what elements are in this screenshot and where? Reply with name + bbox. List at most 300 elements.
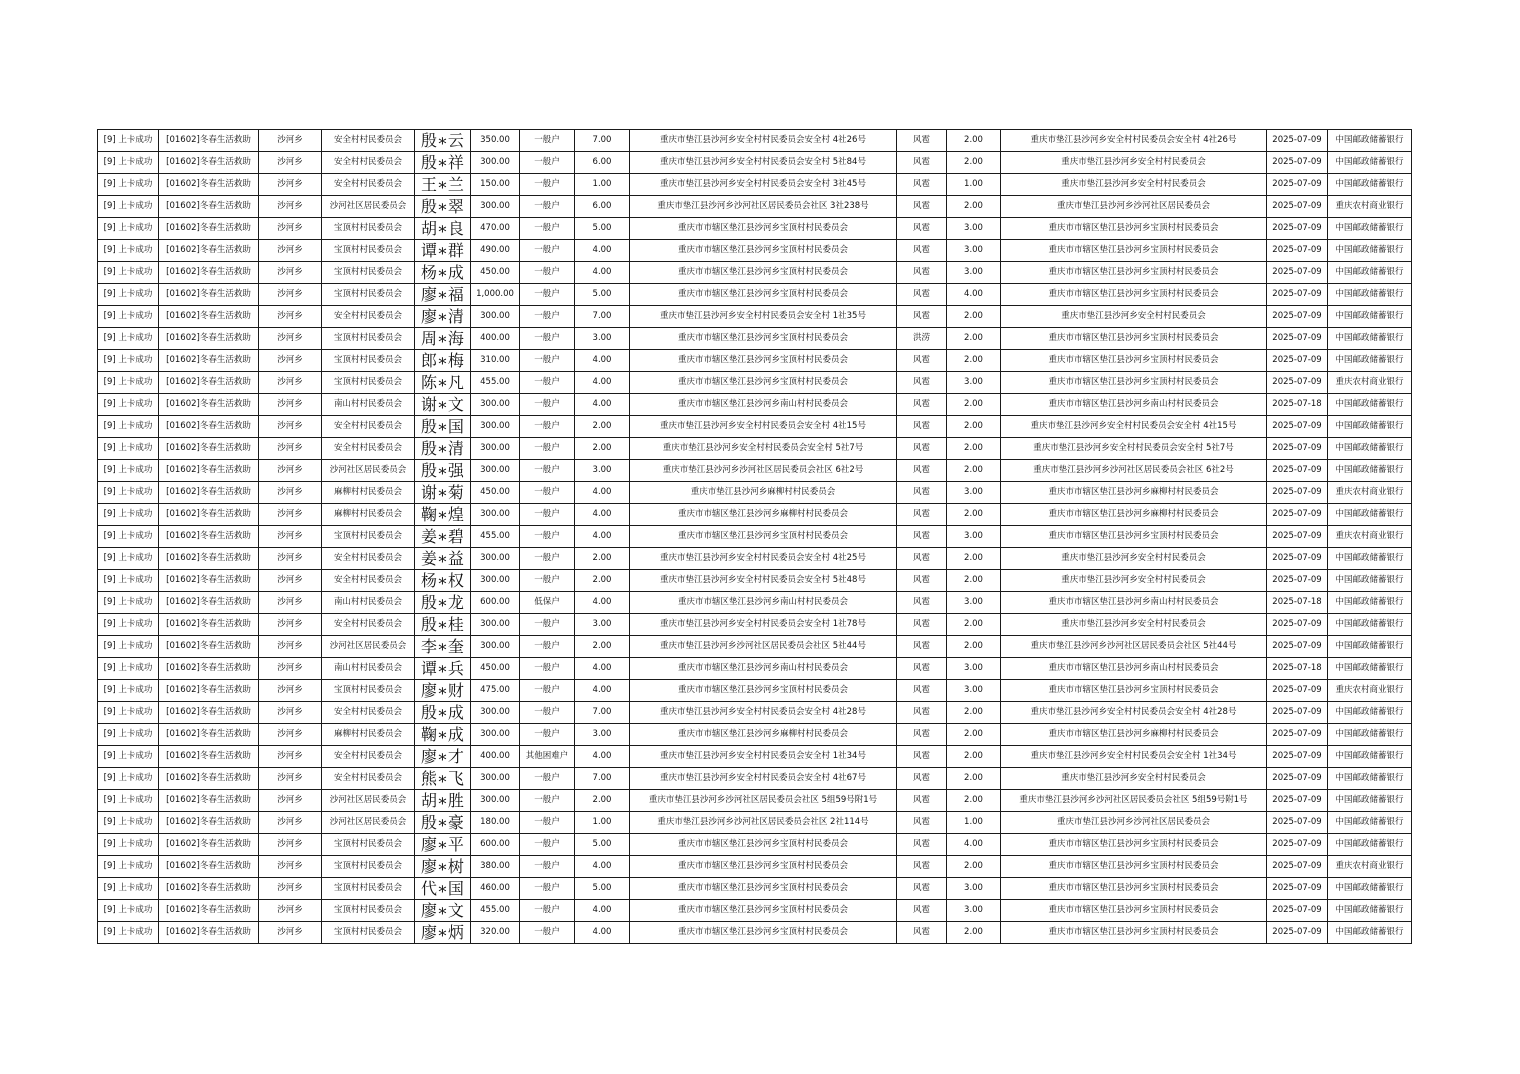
- relief-type-cell: [01602]冬春生活救助: [159, 636, 259, 658]
- bank-cell: 重庆农村商业银行: [1328, 196, 1412, 218]
- affected-count-cell: 2.00: [947, 614, 1001, 636]
- household-size-cell: 4.00: [575, 482, 630, 504]
- household-size-cell: 5.00: [575, 878, 630, 900]
- household-type-cell: 一般户: [520, 790, 575, 812]
- table-row: [98, 284, 1412, 306]
- date-cell: 2025-07-09: [1267, 372, 1328, 394]
- relief-type-cell: [01602]冬春生活救助: [159, 878, 259, 900]
- recipient-name-cell: 代∗国: [415, 878, 471, 900]
- household-size-cell: 7.00: [575, 130, 630, 152]
- village-committee-cell: 南山村村民委员会: [322, 592, 415, 614]
- household-size-cell: 2.00: [575, 438, 630, 460]
- amount-cell: 380.00: [471, 856, 520, 878]
- amount-cell: 400.00: [471, 746, 520, 768]
- date-cell: 2025-07-09: [1267, 724, 1328, 746]
- household-type-cell: 一般户: [520, 306, 575, 328]
- recipient-name-cell: 胡∗胜: [415, 790, 471, 812]
- relief-type-cell: [01602]冬春生活救助: [159, 614, 259, 636]
- household-size-cell: 4.00: [575, 240, 630, 262]
- date-cell: 2025-07-09: [1267, 482, 1328, 504]
- household-type-cell: 一般户: [520, 438, 575, 460]
- registered-address-cell: 重庆市市辖区垫江县沙河乡宝顶村村民委员会: [1001, 526, 1267, 548]
- recipient-name-cell: 胡∗良: [415, 218, 471, 240]
- disaster-type-cell: 风雹: [897, 900, 947, 922]
- household-size-cell: 4.00: [575, 922, 630, 944]
- registered-address-cell: 重庆市市辖区垫江县沙河乡麻柳村村民委员会: [1001, 482, 1267, 504]
- table-row: [98, 372, 1412, 394]
- bank-cell: 中国邮政储蓄银行: [1328, 350, 1412, 372]
- recipient-name-cell: 姜∗益: [415, 548, 471, 570]
- relief-type-cell: [01602]冬春生活救助: [159, 284, 259, 306]
- registered-address-cell: 重庆市市辖区垫江县沙河乡宝顶村村民委员会: [1001, 262, 1267, 284]
- affected-count-cell: 2.00: [947, 724, 1001, 746]
- township-cell: 沙河乡: [259, 350, 322, 372]
- household-size-cell: 2.00: [575, 416, 630, 438]
- status-cell: [9] 上卡成功: [98, 548, 159, 570]
- household-type-cell: 一般户: [520, 350, 575, 372]
- table-row: [98, 900, 1412, 922]
- household-size-cell: 4.00: [575, 394, 630, 416]
- table-row: [98, 680, 1412, 702]
- registered-address-cell: 重庆市垫江县沙河乡安全村村民委员会: [1001, 548, 1267, 570]
- table-row: [98, 130, 1412, 152]
- household-size-cell: 4.00: [575, 746, 630, 768]
- date-cell: 2025-07-09: [1267, 240, 1328, 262]
- address-cell: 重庆市垫江县沙河乡安全村村民委员会安全村 1社35号: [630, 306, 897, 328]
- disaster-type-cell: 风雹: [897, 724, 947, 746]
- status-cell: [9] 上卡成功: [98, 768, 159, 790]
- amount-cell: 1,000.00: [471, 284, 520, 306]
- date-cell: 2025-07-09: [1267, 702, 1328, 724]
- village-committee-cell: 安全村村民委员会: [322, 438, 415, 460]
- disaster-type-cell: 风雹: [897, 262, 947, 284]
- disaster-type-cell: 风雹: [897, 768, 947, 790]
- village-committee-cell: 安全村村民委员会: [322, 152, 415, 174]
- table-row: [98, 592, 1412, 614]
- recipient-name-cell: 廖∗清: [415, 306, 471, 328]
- household-type-cell: 一般户: [520, 152, 575, 174]
- village-committee-cell: 安全村村民委员会: [322, 306, 415, 328]
- village-committee-cell: 麻柳村村民委员会: [322, 504, 415, 526]
- household-size-cell: 4.00: [575, 262, 630, 284]
- household-size-cell: 1.00: [575, 174, 630, 196]
- village-committee-cell: 宝顶村村民委员会: [322, 834, 415, 856]
- disaster-type-cell: 风雹: [897, 878, 947, 900]
- affected-count-cell: 2.00: [947, 790, 1001, 812]
- village-committee-cell: 沙河社区居民委员会: [322, 196, 415, 218]
- household-size-cell: 4.00: [575, 592, 630, 614]
- address-cell: 重庆市垫江县沙河乡安全村村民委员会安全村 1社78号: [630, 614, 897, 636]
- household-type-cell: 一般户: [520, 680, 575, 702]
- table-row: [98, 614, 1412, 636]
- table-row: [98, 768, 1412, 790]
- disaster-type-cell: 风雹: [897, 680, 947, 702]
- status-cell: [9] 上卡成功: [98, 526, 159, 548]
- relief-type-cell: [01602]冬春生活救助: [159, 306, 259, 328]
- registered-address-cell: 重庆市垫江县沙河乡安全村村民委员会安全村 4社28号: [1001, 702, 1267, 724]
- household-type-cell: 一般户: [520, 130, 575, 152]
- amount-cell: 460.00: [471, 878, 520, 900]
- bank-cell: 中国邮政储蓄银行: [1328, 504, 1412, 526]
- affected-count-cell: 3.00: [947, 592, 1001, 614]
- relief-type-cell: [01602]冬春生活救助: [159, 526, 259, 548]
- status-cell: [9] 上卡成功: [98, 900, 159, 922]
- date-cell: 2025-07-09: [1267, 790, 1328, 812]
- village-committee-cell: 麻柳村村民委员会: [322, 482, 415, 504]
- village-committee-cell: 宝顶村村民委员会: [322, 240, 415, 262]
- table-row: [98, 526, 1412, 548]
- household-type-cell: 一般户: [520, 702, 575, 724]
- amount-cell: 300.00: [471, 768, 520, 790]
- disaster-type-cell: 风雹: [897, 240, 947, 262]
- recipient-name-cell: 廖∗才: [415, 746, 471, 768]
- date-cell: 2025-07-09: [1267, 306, 1328, 328]
- recipient-name-cell: 廖∗树: [415, 856, 471, 878]
- township-cell: 沙河乡: [259, 328, 322, 350]
- date-cell: 2025-07-18: [1267, 658, 1328, 680]
- relief-type-cell: [01602]冬春生活救助: [159, 702, 259, 724]
- table-row: [98, 306, 1412, 328]
- affected-count-cell: 2.00: [947, 768, 1001, 790]
- relief-type-cell: [01602]冬春生活救助: [159, 922, 259, 944]
- village-committee-cell: 宝顶村村民委员会: [322, 218, 415, 240]
- registered-address-cell: 重庆市市辖区垫江县沙河乡麻柳村村民委员会: [1001, 504, 1267, 526]
- address-cell: 重庆市市辖区垫江县沙河乡南山村村民委员会: [630, 658, 897, 680]
- registered-address-cell: 重庆市市辖区垫江县沙河乡宝顶村村民委员会: [1001, 856, 1267, 878]
- status-cell: [9] 上卡成功: [98, 284, 159, 306]
- table-row: [98, 240, 1412, 262]
- township-cell: 沙河乡: [259, 636, 322, 658]
- bank-cell: 中国邮政储蓄银行: [1328, 702, 1412, 724]
- recipient-name-cell: 殷∗桂: [415, 614, 471, 636]
- table-row: [98, 922, 1412, 944]
- household-size-cell: 2.00: [575, 548, 630, 570]
- affected-count-cell: 3.00: [947, 372, 1001, 394]
- bank-cell: 中国邮政储蓄银行: [1328, 306, 1412, 328]
- relief-type-cell: [01602]冬春生活救助: [159, 856, 259, 878]
- status-cell: [9] 上卡成功: [98, 614, 159, 636]
- bank-cell: 中国邮政储蓄银行: [1328, 130, 1412, 152]
- address-cell: 重庆市市辖区垫江县沙河乡宝顶村村民委员会: [630, 240, 897, 262]
- table-row: [98, 878, 1412, 900]
- date-cell: 2025-07-09: [1267, 834, 1328, 856]
- affected-count-cell: 2.00: [947, 636, 1001, 658]
- recipient-name-cell: 殷∗强: [415, 460, 471, 482]
- bank-cell: 中国邮政储蓄银行: [1328, 724, 1412, 746]
- relief-type-cell: [01602]冬春生活救助: [159, 834, 259, 856]
- table-row: [98, 416, 1412, 438]
- registered-address-cell: 重庆市垫江县沙河乡沙河社区居民委员会社区 5社44号: [1001, 636, 1267, 658]
- household-size-cell: 2.00: [575, 570, 630, 592]
- relief-type-cell: [01602]冬春生活救助: [159, 504, 259, 526]
- status-cell: [9] 上卡成功: [98, 922, 159, 944]
- household-size-cell: 4.00: [575, 504, 630, 526]
- disaster-type-cell: 风雹: [897, 152, 947, 174]
- affected-count-cell: 2.00: [947, 856, 1001, 878]
- address-cell: 重庆市垫江县沙河乡安全村村民委员会安全村 4社67号: [630, 768, 897, 790]
- disaster-type-cell: 风雹: [897, 834, 947, 856]
- household-type-cell: 一般户: [520, 724, 575, 746]
- bank-cell: 中国邮政储蓄银行: [1328, 240, 1412, 262]
- bank-cell: 中国邮政储蓄银行: [1328, 878, 1412, 900]
- village-committee-cell: 安全村村民委员会: [322, 570, 415, 592]
- village-committee-cell: 安全村村民委员会: [322, 614, 415, 636]
- relief-type-cell: [01602]冬春生活救助: [159, 812, 259, 834]
- table-row: [98, 658, 1412, 680]
- recipient-name-cell: 鞠∗成: [415, 724, 471, 746]
- registered-address-cell: 重庆市市辖区垫江县沙河乡宝顶村村民委员会: [1001, 922, 1267, 944]
- relief-type-cell: [01602]冬春生活救助: [159, 680, 259, 702]
- address-cell: 重庆市垫江县沙河乡安全村村民委员会安全村 5社84号: [630, 152, 897, 174]
- amount-cell: 300.00: [471, 394, 520, 416]
- household-type-cell: 一般户: [520, 328, 575, 350]
- household-type-cell: 其他困难户: [520, 746, 575, 768]
- household-type-cell: 低保户: [520, 592, 575, 614]
- bank-cell: 中国邮政储蓄银行: [1328, 768, 1412, 790]
- household-type-cell: 一般户: [520, 900, 575, 922]
- status-cell: [9] 上卡成功: [98, 394, 159, 416]
- household-type-cell: 一般户: [520, 834, 575, 856]
- registered-address-cell: 重庆市市辖区垫江县沙河乡南山村村民委员会: [1001, 394, 1267, 416]
- bank-cell: 重庆农村商业银行: [1328, 482, 1412, 504]
- amount-cell: 300.00: [471, 460, 520, 482]
- address-cell: 重庆市市辖区垫江县沙河乡宝顶村村民委员会: [630, 372, 897, 394]
- address-cell: 重庆市垫江县沙河乡沙河社区居民委员会社区 5组59号附1号: [630, 790, 897, 812]
- recipient-name-cell: 陈∗凡: [415, 372, 471, 394]
- amount-cell: 150.00: [471, 174, 520, 196]
- recipient-name-cell: 殷∗龙: [415, 592, 471, 614]
- township-cell: 沙河乡: [259, 922, 322, 944]
- table-row: [98, 350, 1412, 372]
- bank-cell: 中国邮政储蓄银行: [1328, 394, 1412, 416]
- registered-address-cell: 重庆市垫江县沙河乡安全村村民委员会安全村 1社34号: [1001, 746, 1267, 768]
- disaster-type-cell: 风雹: [897, 636, 947, 658]
- recipient-name-cell: 鞠∗煌: [415, 504, 471, 526]
- bank-cell: 中国邮政储蓄银行: [1328, 812, 1412, 834]
- registered-address-cell: 重庆市市辖区垫江县沙河乡宝顶村村民委员会: [1001, 372, 1267, 394]
- disaster-type-cell: 风雹: [897, 526, 947, 548]
- village-committee-cell: 宝顶村村民委员会: [322, 350, 415, 372]
- affected-count-cell: 2.00: [947, 416, 1001, 438]
- address-cell: 重庆市市辖区垫江县沙河乡宝顶村村民委员会: [630, 900, 897, 922]
- amount-cell: 300.00: [471, 790, 520, 812]
- status-cell: [9] 上卡成功: [98, 746, 159, 768]
- relief-type-cell: [01602]冬春生活救助: [159, 460, 259, 482]
- address-cell: 重庆市垫江县沙河乡安全村村民委员会安全村 4社28号: [630, 702, 897, 724]
- date-cell: 2025-07-09: [1267, 614, 1328, 636]
- village-committee-cell: 宝顶村村民委员会: [322, 262, 415, 284]
- amount-cell: 300.00: [471, 636, 520, 658]
- address-cell: 重庆市垫江县沙河乡安全村村民委员会安全村 5社48号: [630, 570, 897, 592]
- table-row: [98, 548, 1412, 570]
- relief-payment-table: [97, 129, 1412, 944]
- date-cell: 2025-07-09: [1267, 922, 1328, 944]
- address-cell: 重庆市市辖区垫江县沙河乡宝顶村村民委员会: [630, 526, 897, 548]
- relief-type-cell: [01602]冬春生活救助: [159, 900, 259, 922]
- village-committee-cell: 沙河社区居民委员会: [322, 460, 415, 482]
- amount-cell: 320.00: [471, 922, 520, 944]
- affected-count-cell: 2.00: [947, 152, 1001, 174]
- village-committee-cell: 宝顶村村民委员会: [322, 878, 415, 900]
- township-cell: 沙河乡: [259, 460, 322, 482]
- status-cell: [9] 上卡成功: [98, 350, 159, 372]
- status-cell: [9] 上卡成功: [98, 306, 159, 328]
- status-cell: [9] 上卡成功: [98, 680, 159, 702]
- status-cell: [9] 上卡成功: [98, 438, 159, 460]
- township-cell: 沙河乡: [259, 878, 322, 900]
- relief-type-cell: [01602]冬春生活救助: [159, 372, 259, 394]
- township-cell: 沙河乡: [259, 614, 322, 636]
- address-cell: 重庆市垫江县沙河乡麻柳村村民委员会: [630, 482, 897, 504]
- affected-count-cell: 2.00: [947, 328, 1001, 350]
- table-body: [98, 130, 1412, 944]
- status-cell: [9] 上卡成功: [98, 504, 159, 526]
- township-cell: 沙河乡: [259, 416, 322, 438]
- bank-cell: 中国邮政储蓄银行: [1328, 152, 1412, 174]
- recipient-name-cell: 殷∗清: [415, 438, 471, 460]
- amount-cell: 455.00: [471, 526, 520, 548]
- table-row: [98, 790, 1412, 812]
- disaster-type-cell: 风雹: [897, 482, 947, 504]
- household-type-cell: 一般户: [520, 460, 575, 482]
- recipient-name-cell: 廖∗福: [415, 284, 471, 306]
- village-committee-cell: 安全村村民委员会: [322, 746, 415, 768]
- status-cell: [9] 上卡成功: [98, 174, 159, 196]
- disaster-type-cell: 风雹: [897, 460, 947, 482]
- amount-cell: 450.00: [471, 482, 520, 504]
- household-type-cell: 一般户: [520, 262, 575, 284]
- amount-cell: 455.00: [471, 372, 520, 394]
- recipient-name-cell: 王∗兰: [415, 174, 471, 196]
- affected-count-cell: 3.00: [947, 900, 1001, 922]
- address-cell: 重庆市市辖区垫江县沙河乡宝顶村村民委员会: [630, 922, 897, 944]
- table-row: [98, 438, 1412, 460]
- amount-cell: 300.00: [471, 724, 520, 746]
- amount-cell: 300.00: [471, 196, 520, 218]
- affected-count-cell: 2.00: [947, 306, 1001, 328]
- amount-cell: 300.00: [471, 548, 520, 570]
- disaster-type-cell: 风雹: [897, 130, 947, 152]
- household-size-cell: 4.00: [575, 856, 630, 878]
- disaster-type-cell: 洪涝: [897, 328, 947, 350]
- affected-count-cell: 2.00: [947, 746, 1001, 768]
- relief-type-cell: [01602]冬春生活救助: [159, 438, 259, 460]
- table-row: [98, 636, 1412, 658]
- relief-type-cell: [01602]冬春生活救助: [159, 658, 259, 680]
- affected-count-cell: 3.00: [947, 526, 1001, 548]
- affected-count-cell: 2.00: [947, 350, 1001, 372]
- household-size-cell: 2.00: [575, 790, 630, 812]
- township-cell: 沙河乡: [259, 504, 322, 526]
- recipient-name-cell: 李∗奎: [415, 636, 471, 658]
- status-cell: [9] 上卡成功: [98, 834, 159, 856]
- disaster-type-cell: 风雹: [897, 416, 947, 438]
- bank-cell: 中国邮政储蓄银行: [1328, 592, 1412, 614]
- affected-count-cell: 3.00: [947, 658, 1001, 680]
- relief-type-cell: [01602]冬春生活救助: [159, 724, 259, 746]
- household-type-cell: 一般户: [520, 504, 575, 526]
- recipient-name-cell: 殷∗国: [415, 416, 471, 438]
- disaster-type-cell: 风雹: [897, 746, 947, 768]
- disaster-type-cell: 风雹: [897, 196, 947, 218]
- date-cell: 2025-07-09: [1267, 438, 1328, 460]
- date-cell: 2025-07-09: [1267, 504, 1328, 526]
- table-row: [98, 746, 1412, 768]
- registered-address-cell: 重庆市市辖区垫江县沙河乡南山村村民委员会: [1001, 658, 1267, 680]
- household-size-cell: 6.00: [575, 196, 630, 218]
- status-cell: [9] 上卡成功: [98, 658, 159, 680]
- bank-cell: 中国邮政储蓄银行: [1328, 284, 1412, 306]
- household-type-cell: 一般户: [520, 658, 575, 680]
- table-row: [98, 504, 1412, 526]
- amount-cell: 300.00: [471, 614, 520, 636]
- household-size-cell: 2.00: [575, 636, 630, 658]
- amount-cell: 300.00: [471, 416, 520, 438]
- township-cell: 沙河乡: [259, 768, 322, 790]
- recipient-name-cell: 廖∗炳: [415, 922, 471, 944]
- status-cell: [9] 上卡成功: [98, 262, 159, 284]
- disaster-type-cell: 风雹: [897, 812, 947, 834]
- affected-count-cell: 2.00: [947, 570, 1001, 592]
- date-cell: 2025-07-09: [1267, 768, 1328, 790]
- bank-cell: 中国邮政储蓄银行: [1328, 922, 1412, 944]
- township-cell: 沙河乡: [259, 570, 322, 592]
- registered-address-cell: 重庆市市辖区垫江县沙河乡麻柳村村民委员会: [1001, 724, 1267, 746]
- household-type-cell: 一般户: [520, 196, 575, 218]
- bank-cell: 中国邮政储蓄银行: [1328, 548, 1412, 570]
- date-cell: 2025-07-09: [1267, 174, 1328, 196]
- address-cell: 重庆市垫江县沙河乡安全村村民委员会安全村 4社25号: [630, 548, 897, 570]
- disaster-type-cell: 风雹: [897, 614, 947, 636]
- village-committee-cell: 沙河社区居民委员会: [322, 812, 415, 834]
- township-cell: 沙河乡: [259, 790, 322, 812]
- household-size-cell: 3.00: [575, 460, 630, 482]
- address-cell: 重庆市市辖区垫江县沙河乡麻柳村村民委员会: [630, 504, 897, 526]
- bank-cell: 中国邮政储蓄银行: [1328, 614, 1412, 636]
- household-size-cell: 3.00: [575, 614, 630, 636]
- bank-cell: 中国邮政储蓄银行: [1328, 262, 1412, 284]
- status-cell: [9] 上卡成功: [98, 218, 159, 240]
- amount-cell: 455.00: [471, 900, 520, 922]
- township-cell: 沙河乡: [259, 262, 322, 284]
- recipient-name-cell: 谢∗菊: [415, 482, 471, 504]
- household-size-cell: 3.00: [575, 724, 630, 746]
- household-type-cell: 一般户: [520, 394, 575, 416]
- township-cell: 沙河乡: [259, 174, 322, 196]
- table-row: [98, 482, 1412, 504]
- affected-count-cell: 3.00: [947, 218, 1001, 240]
- bank-cell: 重庆农村商业银行: [1328, 526, 1412, 548]
- address-cell: 重庆市市辖区垫江县沙河乡南山村村民委员会: [630, 592, 897, 614]
- registered-address-cell: 重庆市垫江县沙河乡沙河社区居民委员会: [1001, 812, 1267, 834]
- table-row: [98, 218, 1412, 240]
- status-cell: [9] 上卡成功: [98, 878, 159, 900]
- bank-cell: 重庆农村商业银行: [1328, 680, 1412, 702]
- bank-cell: 中国邮政储蓄银行: [1328, 834, 1412, 856]
- bank-cell: 中国邮政储蓄银行: [1328, 460, 1412, 482]
- household-type-cell: 一般户: [520, 570, 575, 592]
- disaster-type-cell: 风雹: [897, 306, 947, 328]
- address-cell: 重庆市市辖区垫江县沙河乡宝顶村村民委员会: [630, 350, 897, 372]
- household-type-cell: 一般户: [520, 856, 575, 878]
- affected-count-cell: 4.00: [947, 834, 1001, 856]
- address-cell: 重庆市市辖区垫江县沙河乡宝顶村村民委员会: [630, 680, 897, 702]
- relief-type-cell: [01602]冬春生活救助: [159, 592, 259, 614]
- household-size-cell: 5.00: [575, 284, 630, 306]
- registered-address-cell: 重庆市市辖区垫江县沙河乡宝顶村村民委员会: [1001, 350, 1267, 372]
- household-type-cell: 一般户: [520, 416, 575, 438]
- registered-address-cell: 重庆市市辖区垫江县沙河乡宝顶村村民委员会: [1001, 680, 1267, 702]
